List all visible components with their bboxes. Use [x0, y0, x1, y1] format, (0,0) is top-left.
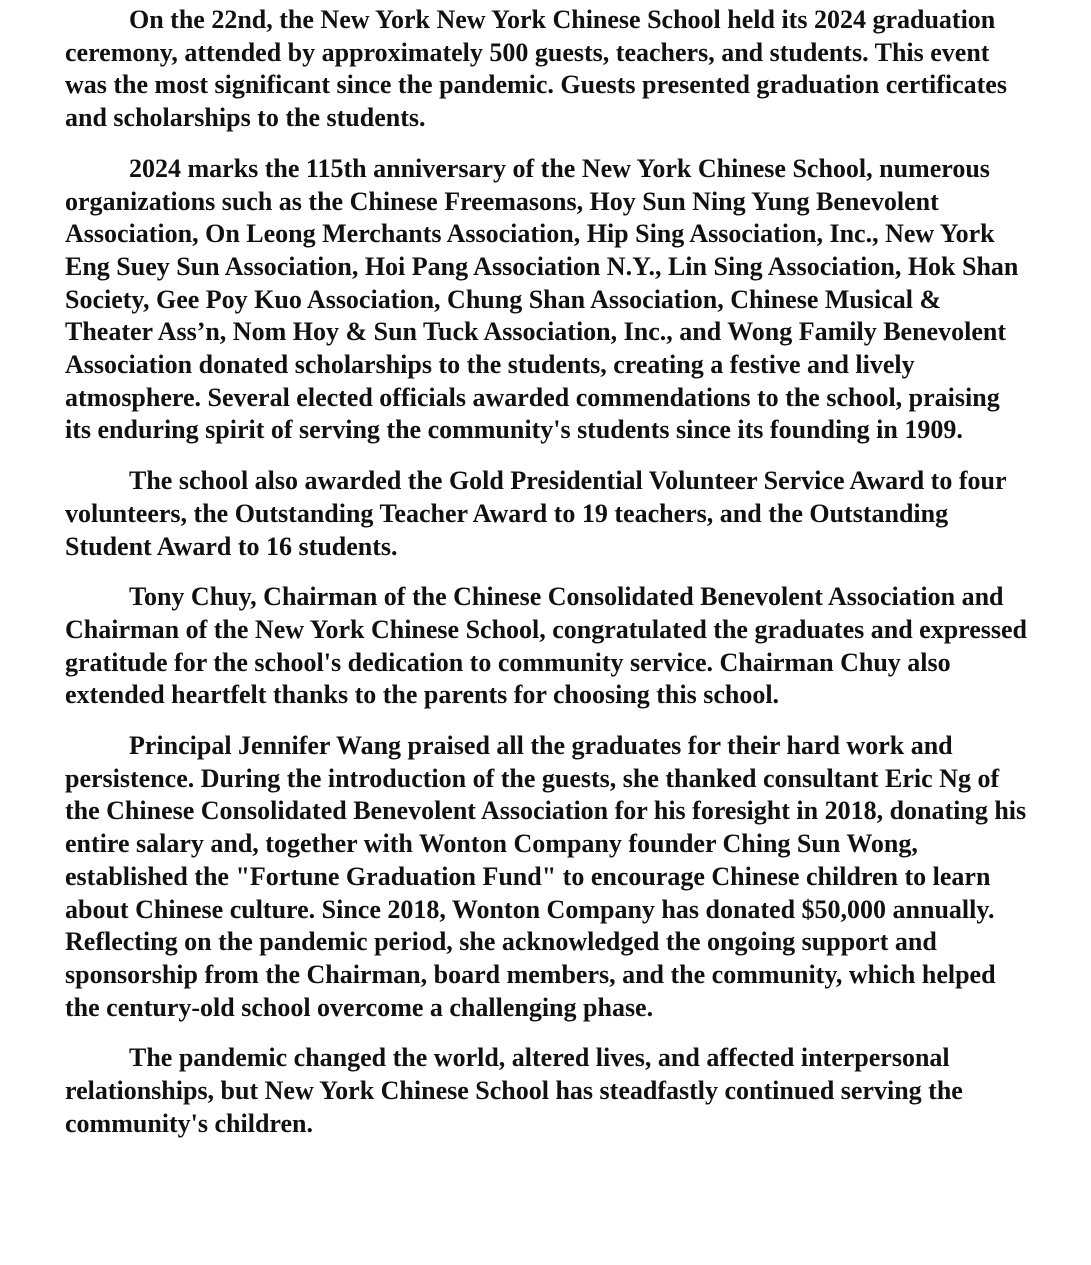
paragraph-graduation-ceremony: On the 22nd, the New York New York Chinese School held its 2024 graduation ceremony, attended by approximately 500 guests, teachers, and students. This event was the most significant since the pandemic. Guests presented graduation certificates and scholarships to the students. — [65, 5, 1007, 133]
paragraph-awards: The school also awarded the Gold Presidential Volunteer Service Award to four volunteers, the Outstanding Teacher Award to 19 teachers, and the Outstanding Student Award to 16 students. — [65, 466, 1007, 561]
paragraph-chairman-remarks: Tony Chuy, Chairman of the Chinese Consolidated Benevolent Association and Chairman of the New York Chinese School, congratulated the graduates and expressed gratitude for the school's dedication to community service. Chairman Chuy also extended heartfelt thanks to the parents for choosing this school. — [65, 582, 1027, 710]
article-body — [65, 4, 1031, 1141]
paragraph-principal-remarks: Principal Jennifer Wang praised all the graduates for their hard work and persistence. During the introduction of the guests, she thanked consultant Eric Ng of the Chinese Consolidated Benevolent Association for his foresight in 2018, donating his entire salary and, together with Wonton Company founder Ching Sun Wong, established the "Fortune Graduation Fund" to encourage Chinese children to learn about Chinese culture. Since 2018, Wonton Company has donated $50,000 annually. Reflecting on the pandemic period, she acknowledged the ongoing support and sponsorship from the Chairman, board members, and the community, which helped the century-old school overcome a challenging phase. — [65, 731, 1027, 1022]
paragraph-anniversary-scholarships: 2024 marks the 115th anniversary of the New York Chinese School, numerous organizations such as the Chinese Freemasons, Hoy Sun Ning Yung Benevolent Association, On Leong Merchants Association, Hip Sing Association, Inc., New York Eng Suey Sun Association, Hoi Pang Association N.Y., Lin Sing Association, Hok Shan Society, Gee Poy Kuo Association, Chung Shan Association, Chinese Musical & Theater Ass’n, Nom Hoy & Sun Tuck Association, Inc., and Wong Family Benevolent Association donated scholarships to the students, creating a festive and lively atmosphere. Several elected officials awarded commendations to the school, praising its enduring spirit of serving the community's students since its founding in 1909. — [65, 153, 1019, 445]
paragraph-pandemic-closing: The pandemic changed the world, altered lives, and affected interpersonal relationships, but New York Chinese School has steadfastly continued serving the community's children. — [65, 1043, 963, 1138]
